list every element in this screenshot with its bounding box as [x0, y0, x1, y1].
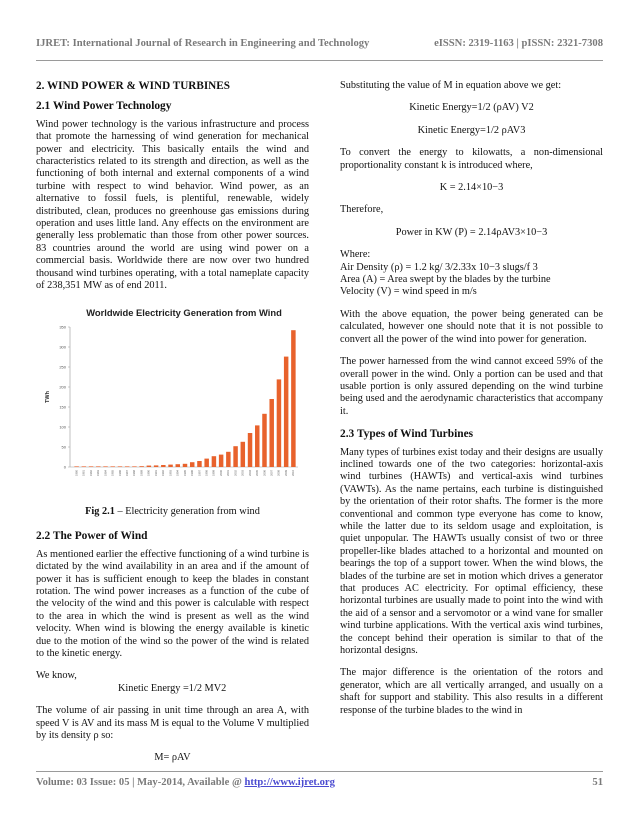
x-tick-label: 1984 [104, 469, 108, 476]
equation-kinetic-energy-2: Kinetic Energy=1/2 ρAV3 [417, 124, 526, 136]
bar [147, 465, 151, 466]
where-label: Where: [340, 249, 371, 261]
equation-k: K = 2.14×10−3 [439, 182, 504, 194]
chart-title: Worldwide Electricity Generation from Wind [86, 306, 282, 318]
bar [262, 413, 266, 466]
x-tick-label: 2007 [270, 469, 274, 476]
y-tick-label: 250 [59, 364, 66, 369]
issn: eISSN: 2319-1163 | pISSN: 2321-7308 [434, 38, 603, 49]
x-tick-label: 1981 [82, 469, 86, 476]
x-tick-label: 1987 [125, 469, 129, 476]
x-tick-label: 1989 [140, 469, 144, 476]
x-tick-label: 1982 [89, 469, 93, 476]
y-tick-label: 300 [59, 344, 66, 349]
paragraph-calculation: With the above equation, the power being generated can be calculated, however one should note that it is not possible to convert all the power of the wind into power for generation. [340, 308, 603, 345]
x-tick-label: 1996 [191, 469, 195, 476]
bar [176, 464, 180, 467]
bar [291, 330, 295, 467]
y-axis-label: TWh [45, 390, 51, 403]
x-tick-label: 1980 [75, 469, 79, 476]
x-tick-label: 1983 [97, 469, 101, 476]
paragraph-major-difference: The major difference is the orientation of the rotors and generator, which are all vertically arranged, and usually on a shaft for support and stability. This also results in a different response of the turbine blades to the wind in [340, 667, 603, 716]
bar [89, 466, 93, 467]
x-tick-label: 1991 [154, 469, 158, 476]
bar [125, 466, 129, 467]
figure-2-1 [36, 303, 309, 502]
paragraph-turbine-types: Many types of turbines exist today and their designs are usually inclined towards one of the two categories: horizontal-axis wind turbines (HAWTs) and vertical-axis wind turbines (VAWTs). As the name pertains, each turbine is distinguished by the orientation of their rotor shafts. The former is the more conventional and common type everyone has come to know, while the latter due to its seldom usage and exploitation, is quiet unpopular. The HAWTs usually consist of two or three propeller-like blades attached to a horizontal and mounted on bearings the top of a support tower. When the wind blows, the blades of the turbine are set in motion which drives a generator that produces AC electricity. For optimal efficiency, these horizontal turbines are usually made to point into the wind with the aid of a sensor and a servomotor or a wind vane for smaller wind turbine applications. With the vertical axis wind turbines, the concept behind their operation is similar to that of the horizontal designs. [340, 446, 603, 657]
x-tick-label: 2010 [292, 469, 296, 476]
bar [248, 433, 252, 467]
page-number: 51 [592, 777, 603, 788]
where-air-density: Air Density (ρ) = 1.2 kg/ 3/2.33x 10−3 slugs/f 3 [340, 261, 538, 273]
journal-name: IJRET: International Journal of Research in Engineering and Technology [36, 38, 370, 49]
x-tick-label: 1993 [169, 469, 173, 476]
bar [132, 466, 136, 467]
x-tick-label: 1986 [118, 469, 122, 476]
bar [139, 466, 143, 467]
subsection-types-of-turbines: 2.3 Types of Wind Turbines [340, 428, 474, 441]
paragraph-convert: To convert the energy to kilowatts, a non-dimensional proportionality constant k is introduced where, [340, 147, 603, 171]
bar [197, 461, 201, 467]
bar [219, 454, 223, 466]
running-footer [36, 777, 603, 788]
paragraph-wind-power-technology: Wind power technology is the various infrastructure and process that promote the harnessing of wind generation for mechanical power and electricity. This basically entails the wind and characteristics related to its strength and direction, as well as the functioning of both internal and external components of a wind turbine with respect to wind behavior. Wind power, as an alternative to fossil fuels, is plentiful, renewable, widely distributed, clean, produces no greenhouse gas emissions during operation and uses little land. Any effects on the environment are generally less problematic than those from other power sources. 83 countries around the world are using wind power on a commercial basis. Worldwide there are now over two hundred thousand wind turbines operating, with a total nameplate capacity of 238,351 MW as of end 2011. [36, 118, 309, 292]
x-tick-label: 1994 [176, 469, 180, 476]
bar [168, 464, 172, 466]
x-tick-label: 2002 [234, 469, 238, 476]
x-tick-label: 1985 [111, 469, 115, 476]
substitution-text: Substituting the value of M in equation above we get: [340, 80, 562, 91]
equation-kinetic-energy-1: Kinetic Energy=1/2 (ρAV) V2 [409, 102, 534, 114]
bar [204, 458, 208, 466]
bar [74, 466, 78, 467]
section-title: 2. WIND POWER & WIND TURBINES [36, 80, 230, 92]
x-tick-label: 1990 [147, 469, 151, 476]
where-block [340, 249, 603, 299]
equation-power: Power in KW (P) = 2.14ρAV3×10−3 [395, 226, 548, 238]
where-area: Area (A) = Area swept by the blades by the turbine [340, 274, 551, 286]
y-tick-label: 200 [59, 384, 66, 389]
x-tick-label: 2004 [248, 469, 252, 476]
running-header [36, 38, 603, 49]
subsection-power-of-wind: 2.2 The Power of Wind [36, 530, 148, 543]
bar [183, 463, 187, 466]
x-tick-label: 1998 [205, 469, 209, 476]
figure-caption [36, 506, 309, 518]
bar [161, 465, 165, 467]
x-tick-label: 2000 [219, 469, 223, 476]
y-tick-label: 50 [61, 444, 66, 449]
equation-kinetic-energy: Kinetic Energy =1/2 MV2 [118, 682, 227, 694]
figure-label: Fig 2.1 [85, 505, 115, 517]
therefore-text: Therefore, [340, 204, 384, 216]
bar [212, 456, 216, 467]
bar [190, 462, 194, 467]
x-tick-label: 1995 [183, 469, 187, 476]
bar [154, 465, 158, 467]
right-column [340, 80, 603, 727]
figure-caption-text: – Electricity generation from wind [114, 505, 260, 517]
volume-text: Volume: 03 Issue: 05 | May-2014, Available @ [36, 777, 245, 788]
bar [111, 466, 115, 467]
bar [118, 466, 122, 467]
x-tick-label: 2001 [227, 469, 231, 476]
y-tick-label: 150 [59, 404, 66, 409]
header-rule [36, 60, 603, 61]
x-tick-label: 2008 [277, 469, 281, 476]
y-tick-label: 0 [63, 464, 66, 469]
we-know-text: We know, [36, 670, 77, 682]
x-tick-label: 1999 [212, 469, 216, 476]
bar [269, 399, 273, 467]
bar [82, 466, 86, 467]
chart-background [36, 303, 309, 498]
bar [96, 466, 100, 467]
x-tick-label: 2006 [263, 469, 267, 476]
paragraph-air-volume: The volume of air passing in unit time through an area A, with speed V is AV and its mass M is equal to the Volume V multiplied by its density ρ so: [36, 705, 309, 741]
x-tick-label: 2005 [256, 469, 260, 476]
paragraph-power-limit: The power harnessed from the wind cannot exceed 59% of the overall power in the wind. Only a portion can be used and that usable portion is only assured depending on the wind turbine being used and the aerodynamic characteristics that accompany it. [340, 356, 603, 417]
x-tick-label: 1992 [162, 469, 166, 476]
electricity-generation-chart [36, 303, 309, 498]
x-tick-label: 2003 [241, 469, 245, 476]
volume-info [36, 777, 335, 788]
bar [233, 446, 237, 467]
x-tick-label: 1997 [198, 469, 202, 476]
bar [277, 379, 281, 467]
footer-rule [36, 771, 603, 772]
x-tick-label: 2009 [284, 469, 288, 476]
subsection-wind-power-technology: 2.1 Wind Power Technology [36, 100, 172, 113]
x-tick-label: 1988 [133, 469, 137, 476]
paragraph-power-of-wind: As mentioned earlier the effective functioning of a wind turbine is dictated by the wind availability in an area and if the amount of power it has is sufficient enough to keep the blades in constant rotation. The wind power increases as a function of the cube of the velocity of the wind and this power is calculable with respect to the area in which the wind is present as well as the wind velocity. When wind is blowing the energy available is kinetic due to the motion of the wind so the power of the wind is related to the kinetic energy. [36, 548, 309, 659]
where-velocity: Velocity (V) = wind speed in m/s [340, 286, 477, 298]
bar [103, 466, 107, 467]
equation-mass: M= ρAV [154, 752, 191, 764]
y-tick-label: 350 [59, 324, 66, 329]
left-column [36, 80, 309, 775]
y-tick-label: 100 [59, 424, 66, 429]
journal-link[interactable]: http://www.ijret.org [244, 777, 335, 788]
bar [226, 451, 230, 466]
bar [241, 441, 245, 466]
bar [255, 425, 259, 467]
bar [284, 356, 288, 466]
